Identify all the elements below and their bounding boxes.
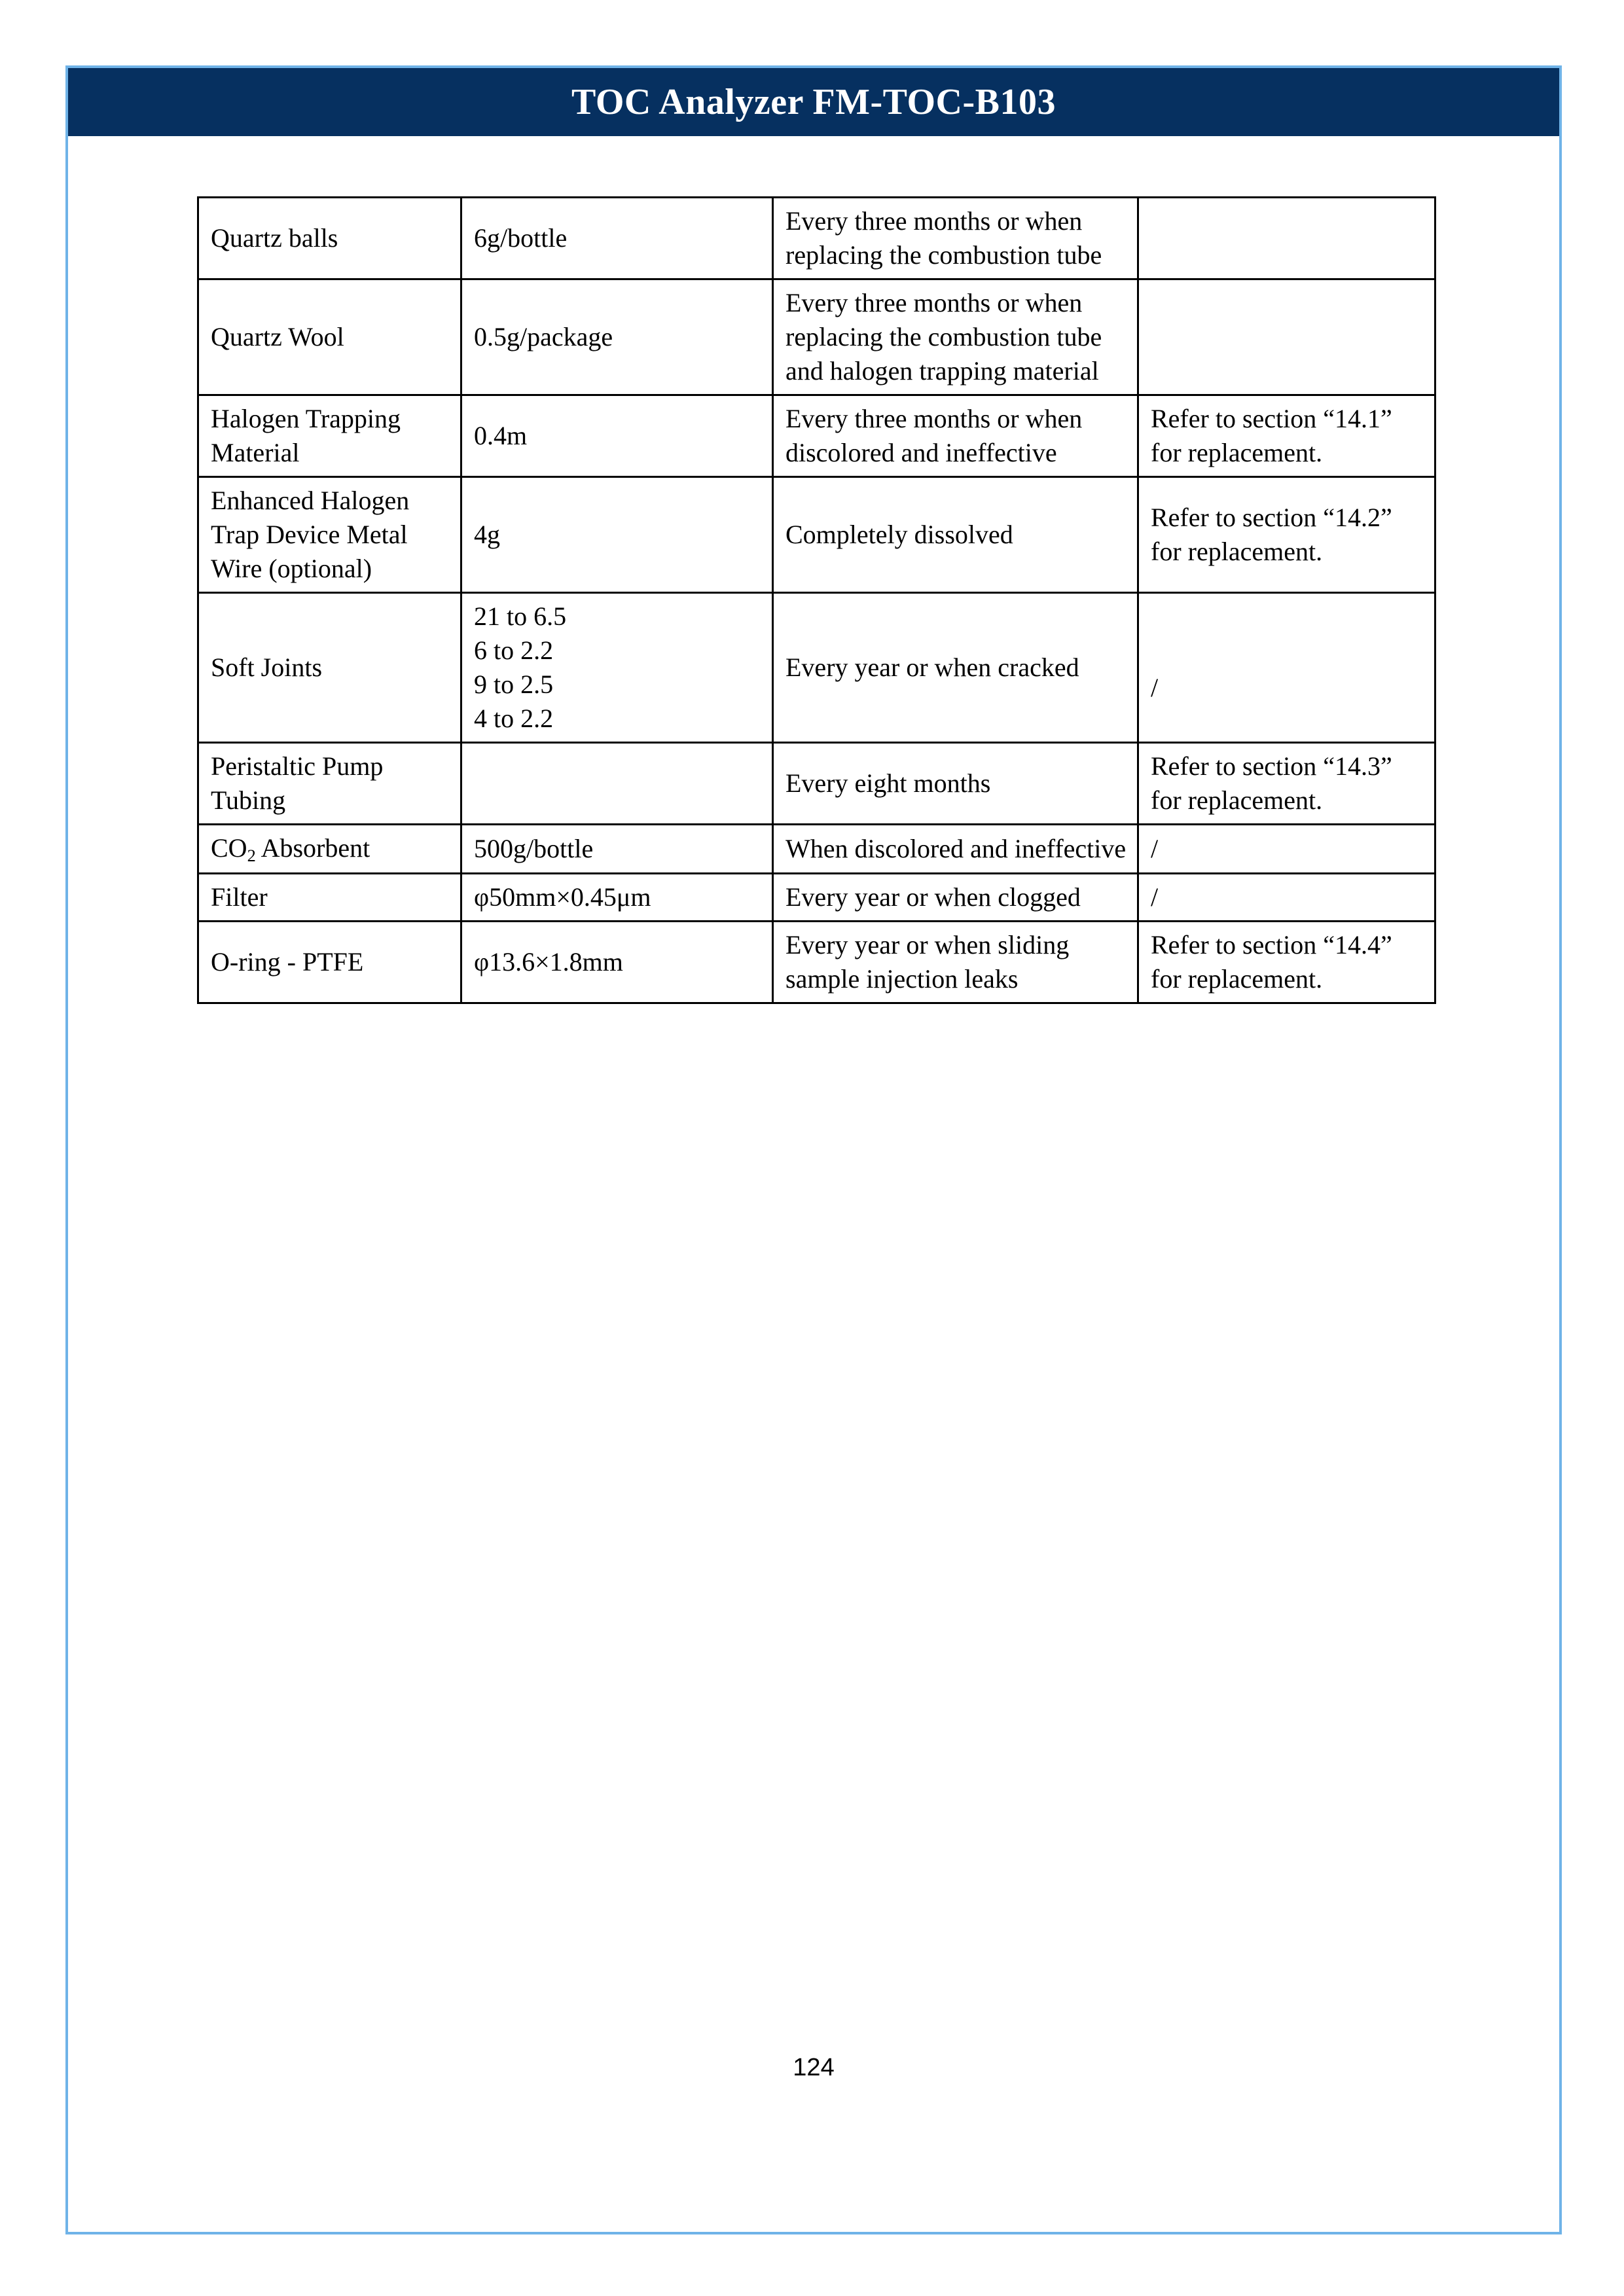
page-title: TOC Analyzer FM-TOC-B103: [571, 82, 1056, 122]
page-number: 124: [793, 2054, 835, 2081]
cell-note: /: [1138, 874, 1435, 922]
document-page: [65, 65, 1562, 2234]
cell-note: /: [1138, 825, 1435, 874]
page-header-banner: [68, 68, 1559, 136]
spec-line: 6 to 2.2: [474, 636, 554, 665]
cell-note: Refer to section “14.4” for replacement.: [1138, 922, 1435, 1003]
cell-item: Quartz balls: [198, 198, 461, 279]
cell-note: /: [1138, 593, 1435, 743]
cell-item: Filter: [198, 874, 461, 922]
cell-spec: φ50mm×0.45μm: [461, 874, 773, 922]
cell-spec: 0.4m: [461, 395, 773, 477]
cell-condition: Every three months or when replacing the combustion tube and halogen trapping material: [773, 279, 1138, 395]
cell-note: [1138, 279, 1435, 395]
table-row: [198, 395, 1435, 477]
cell-item: Peristaltic Pump Tubing: [198, 743, 461, 825]
table-row: [198, 593, 1435, 743]
cell-spec: 6g/bottle: [461, 198, 773, 279]
spec-line: 21 to 6.5: [474, 601, 567, 631]
spec-line: 9 to 2.5: [474, 670, 554, 699]
cell-spec: 0.5g/package: [461, 279, 773, 395]
cell-spec: 500g/bottle: [461, 825, 773, 874]
cell-condition: Every eight months: [773, 743, 1138, 825]
cell-spec: 4g: [461, 477, 773, 593]
cell-condition: Completely dissolved: [773, 477, 1138, 593]
spec-line: 4 to 2.2: [474, 704, 554, 733]
table-row: [198, 922, 1435, 1003]
cell-condition: Every three months or when discolored and ineffective: [773, 395, 1138, 477]
cell-spec: [461, 743, 773, 825]
table-row: [198, 198, 1435, 279]
table-row: [198, 279, 1435, 395]
table-row: [198, 477, 1435, 593]
table-row: [198, 743, 1435, 825]
cell-item: O-ring - PTFE: [198, 922, 461, 1003]
table-row: [198, 874, 1435, 922]
cell-note: Refer to section “14.2” for replacement.: [1138, 477, 1435, 593]
cell-condition: Every year or when cracked: [773, 593, 1138, 743]
cell-condition: Every three months or when replacing the combustion tube: [773, 198, 1138, 279]
cell-note: Refer to section “14.3” for replacement.: [1138, 743, 1435, 825]
cell-condition: When discolored and ineffective: [773, 825, 1138, 874]
maintenance-parts-table-container: [197, 196, 1434, 1004]
cell-spec: φ13.6×1.8mm: [461, 922, 773, 1003]
cell-condition: Every year or when sliding sample injection leaks: [773, 922, 1138, 1003]
cell-note: [1138, 198, 1435, 279]
cell-item: $CO_2$ Absorbent: [198, 825, 461, 874]
cell-condition: Every year or when clogged: [773, 874, 1138, 922]
cell-item: Quartz Wool: [198, 279, 461, 395]
cell-item: Halogen Trapping Material: [198, 395, 461, 477]
cell-item: Enhanced Halogen Trap Device Metal Wire (optional): [198, 477, 461, 593]
cell-spec-lines: [461, 593, 773, 743]
cell-note: Refer to section “14.1” for replacement.: [1138, 395, 1435, 477]
cell-item: Soft Joints: [198, 593, 461, 743]
table-row: [198, 825, 1435, 874]
maintenance-parts-table: [197, 196, 1436, 1004]
table-body: [198, 198, 1435, 1003]
